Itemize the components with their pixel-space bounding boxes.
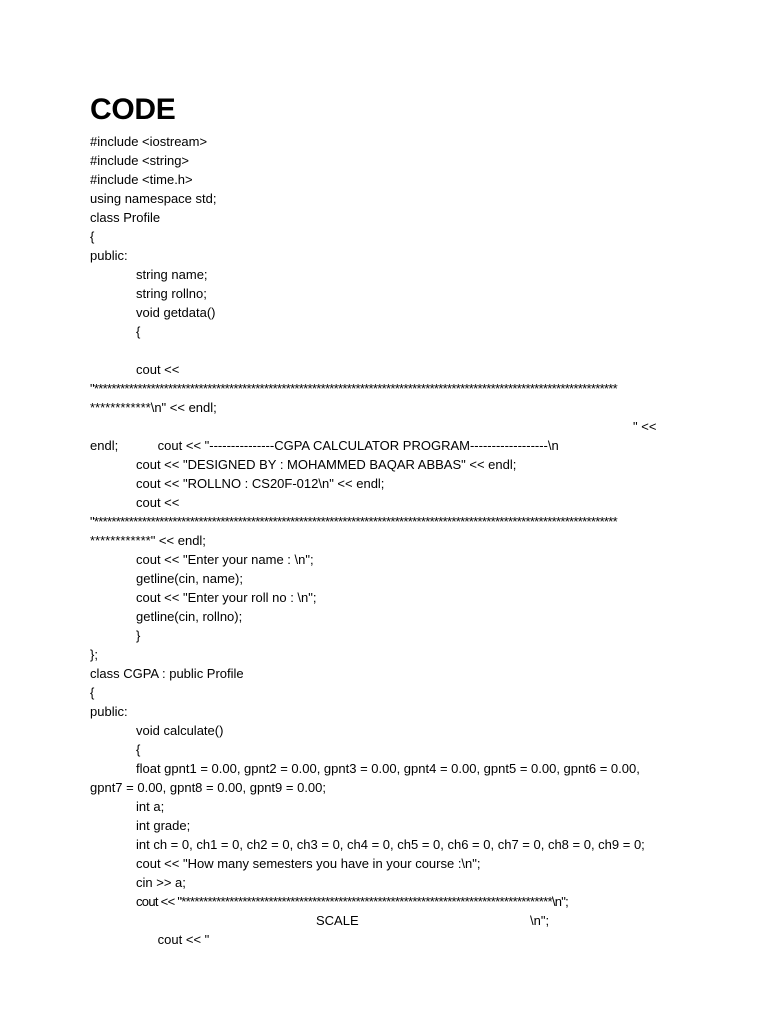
code-line: endl; [90,438,119,453]
code-line: #include <time.h> [90,172,193,187]
code-line: cin >> a; [136,875,186,890]
code-line: int a; [136,799,165,814]
code-line: }; [90,647,98,662]
code-line: float gpnt1 = 0.00, gpnt2 = 0.00, gpnt3 = 0.00, gpnt4 = 0.00, gpnt5 = 0.00, gpnt6 = 0.00, [136,761,640,776]
code-line: { [90,685,95,700]
code-line: } [136,628,141,643]
code-line: void calculate() [136,723,224,738]
code-segment: SCALE [316,913,359,928]
code-segment: cout << "---------------CGPA CALCULATOR PROGRAM------------------\n [157,438,559,453]
code-line: "************************************************************************************************************************ [90,514,618,529]
code-line: cout << "Enter your name : \n"; [136,552,314,567]
code-listing [90,132,690,947]
code-line: public: [90,248,128,263]
code-line: cout << "DESIGNED BY : MOHAMMED BAQAR ABBAS" << endl; [136,457,517,472]
code-line: string rollno; [136,286,207,301]
code-line: class CGPA : public Profile [90,666,244,681]
code-line: ************" << endl; [90,533,206,548]
page-title: CODE [90,93,176,126]
code-line: { [136,742,141,757]
code-line: int ch = 0, ch1 = 0, ch2 = 0, ch3 = 0, ch4 = 0, ch5 = 0, ch6 = 0, ch7 = 0, ch8 = 0, ch9 = 0; [136,837,645,852]
code-segment: cout << " [157,932,210,947]
code-line: "************************************************************************************************************************ [90,381,618,396]
code-segment: \n"; [530,913,550,928]
code-line: cout << [136,495,180,510]
code-line: class Profile [90,210,161,225]
code-line: { [90,229,95,244]
code-line: getline(cin, name); [136,571,243,586]
code-line: void getdata() [136,305,216,320]
code-line: using namespace std; [90,191,217,206]
code-line: int grade; [136,818,191,833]
code-line: ************\n" << endl; [90,400,217,415]
code-line: #include <iostream> [90,134,208,149]
code-line: gpnt7 = 0.00, gpnt8 = 0.00, gpnt9 = 0.00; [90,780,327,795]
code-line: { [136,324,141,339]
code-line: cout << [136,362,180,377]
code-line [90,911,690,947]
code-line: cout << "Enter your roll no : \n"; [136,590,317,605]
code-line: cout << "*************************************************************************************\n"; [136,894,569,909]
code-line: cout << "How many semesters you have in your course :\n"; [136,856,481,871]
code-line: public: [90,704,128,719]
blank-line [90,341,690,360]
code-line: cout << "ROLLNO : CS20F-012\n" << endl; [136,476,385,491]
code-line: string name; [136,267,208,282]
code-line: getline(cin, rollno); [136,609,243,624]
code-segment: " << [633,419,657,434]
code-line: #include <string> [90,153,190,168]
